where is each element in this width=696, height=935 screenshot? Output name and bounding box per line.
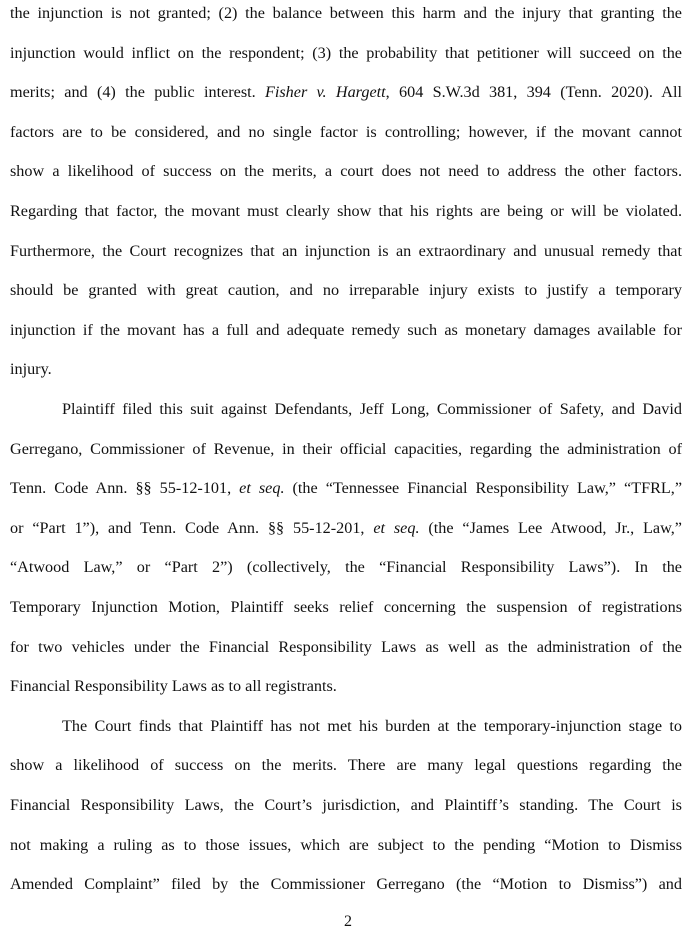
text-segment: Financial Responsibility Laws as to all registrants. xyxy=(10,677,337,696)
text-segment: , 604 S.W.3d 381, 394 (Tenn. 2020). All xyxy=(385,83,682,102)
text-segment: injunction would inflict on the respondent; (3) the probability that petitioner will succeed on the xyxy=(10,43,682,62)
text-line xyxy=(10,517,682,539)
text-line xyxy=(10,200,682,222)
text-line xyxy=(10,438,682,460)
text-line xyxy=(10,81,682,103)
text-line xyxy=(10,477,682,499)
text-line xyxy=(10,42,682,64)
text-segment: The Court finds that Plaintiff has not met his burden at the temporary-injunction stage to xyxy=(62,716,682,735)
text-segment: Furthermore, the Court recognizes that an injunction is an extraordinary and unusual remedy that xyxy=(10,241,682,260)
text-segment: or “Part 1”), and Tenn. Code Ann. §§ 55-12-201, xyxy=(10,518,374,537)
text-segment: not making a ruling as to those issues, which are subject to the pending “Motion to Dismiss xyxy=(10,835,682,854)
text-line xyxy=(10,358,682,380)
italic-citation: Fisher v. Hargett xyxy=(264,83,386,102)
text-line xyxy=(10,754,682,776)
text-line xyxy=(10,556,682,578)
text-segment: injury. xyxy=(10,360,52,379)
text-line xyxy=(62,715,682,737)
italic-citation: et seq. xyxy=(373,518,420,537)
text-line xyxy=(10,596,682,618)
text-line xyxy=(10,319,682,341)
text-segment: Gerregano, Commissioner of Revenue, in their official capacities, regarding the administration of xyxy=(10,439,682,458)
text-segment: the injunction is not granted; (2) the balance between this harm and the injury that granting the xyxy=(10,4,682,22)
text-segment: Tenn. Code Ann. §§ 55-12-101, xyxy=(10,479,240,498)
text-segment: factors are to be considered, and no single factor is controlling; however, if the movant cannot xyxy=(10,122,682,141)
text-line xyxy=(10,675,682,697)
text-line xyxy=(10,2,682,24)
text-segment: (the “Tennessee Financial Responsibility Law,” “TFRL,” xyxy=(284,479,682,498)
italic-citation: et seq. xyxy=(239,479,285,498)
text-segment: Plaintiff filed this suit against Defendants, Jeff Long, Commissioner of Safety, and David xyxy=(62,400,682,418)
text-segment: show a likelihood of success on the merits. There are many legal questions regarding the xyxy=(10,756,682,775)
text-segment: merits; and (4) the public interest. xyxy=(10,83,265,102)
text-line xyxy=(10,279,682,301)
text-segment: (the “James Lee Atwood, Jr., Law,” xyxy=(419,518,682,537)
text-segment: Regarding that factor, the movant must clearly show that his rights are being or will be violated. xyxy=(10,202,682,220)
text-segment: should be granted with great caution, and no irreparable injury exists to justify a temporary xyxy=(10,281,682,300)
text-segment: Financial Responsibility Laws, the Court’s jurisdiction, and Plaintiff’s standing. The Court is xyxy=(10,796,682,814)
text-line xyxy=(10,240,682,262)
text-line xyxy=(10,873,682,895)
text-segment: injunction if the movant has a full and adequate remedy such as monetary damages available for xyxy=(10,320,682,339)
text-line xyxy=(10,794,682,816)
text-segment: show a likelihood of success on the merits, a court does not need to address the other factors. xyxy=(10,162,682,181)
text-line xyxy=(62,398,682,420)
text-line xyxy=(10,834,682,856)
text-segment: “Atwood Law,” or “Part 2”) (collectively, the “Financial Responsibility Laws”). In the xyxy=(10,558,682,577)
text-segment: for two vehicles under the Financial Responsibility Laws as well as the administration of the xyxy=(10,637,682,656)
text-segment: Temporary Injunction Motion, Plaintiff seeks relief concerning the suspension of registrations xyxy=(10,598,682,616)
text-line xyxy=(10,160,682,182)
text-line xyxy=(10,121,682,143)
text-segment: Amended Complaint” filed by the Commissioner Gerregano (the “Motion to Dismiss”) and xyxy=(10,875,682,894)
page-number: 2 xyxy=(344,913,352,930)
text-line xyxy=(10,636,682,658)
